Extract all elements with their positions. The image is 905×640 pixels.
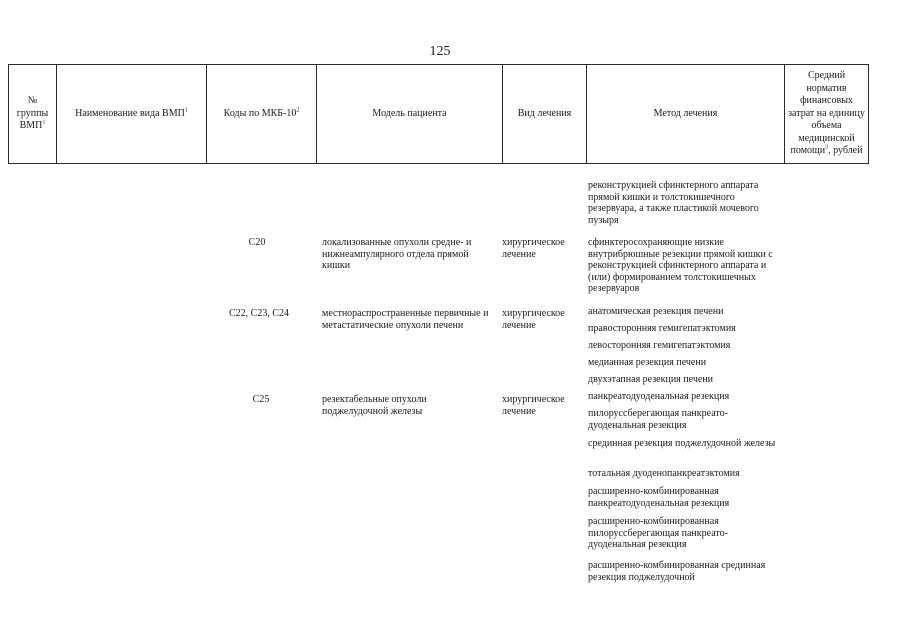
treatment-method-c25-7: расширенно-комбинированная срединная резекция поджелудочной [588,560,766,583]
header-average-cost: Средний норматив финансовых затрат на единицу объема медицинской помощи$^3$, рублей [785,65,869,164]
treatment-type-c25: хирургическое лечение [502,394,565,417]
treatment-type-c20: хирургическое лечение [502,237,565,260]
treatment-method-c22-c24-1: анатомическая резекция печени [588,306,724,317]
treatment-method-c22-c24-5: двухэтапная резекция печени [588,374,713,385]
header-treatment-type: Вид лечения [503,65,587,164]
treatment-method-c25-6: расширенно-комбинированная пилоруссберегающая панкреато-дуоденальная резекция [588,516,728,550]
header-group-number: № группы ВМП$^1$ [9,65,57,164]
icd-code-c25: C25 [252,394,270,405]
treatment-type-c22-c24: хирургическое лечение [502,308,565,331]
patient-model-c22-c24: местнораспространенные первичные и метастатические опухоли печени [322,308,489,331]
treatment-method-c25-2: пилоруссберегающая панкреато-дуоденальная резекция [588,408,728,431]
header-patient-model: Модель пациента [317,65,503,164]
icd-code-c20: C20 [248,237,266,248]
treatment-method-c20: сфинктеросохраняющие низкие внутрибрюшные резекции прямой кишки с реконструкцией сфинктерного аппарата и (или) формированием толстокишечных резервуаров [588,237,773,294]
treatment-method-c22-c24-2: правосторонняя гемигепатэктомия [588,323,736,334]
patient-model-c20: локализованные опухоли средне- и нижнеампулярного отдела прямой кишки [322,237,472,271]
treatment-method-c25-5: расширенно-комбинированная панкреатодуоденальная резекция [588,486,730,509]
treatment-method-c25-1: панкреатодуоденальная резекция [588,391,730,402]
header-icd-codes: Коды по МКБ-$10^2$ [207,65,317,164]
treatment-method-c22-c24-3: левосторонняя гемигепатэктомия [588,340,731,351]
header-treatment-method: Метод лечения [587,65,785,164]
treatment-method-c25-4: тотальная дуоденопанкреатэктомия [588,468,740,479]
header-vmp-name: Наименование вида ВМП$^1$ [57,65,207,164]
treatment-method-c22-c24-4: медианная резекция печени [588,357,707,368]
table-header [8,64,869,164]
method-continuation: реконструкцией сфинктерного аппарата прямой кишки и толстокишечного резервуара, а также пластикой мочевого пузыря [588,180,759,226]
page-number: 125 [429,44,451,59]
icd-code-c22-c24: C22, C23, C24 [228,308,289,319]
treatment-method-c25-3: срединная резекция поджелудочной железы [588,438,776,449]
patient-model-c25: резектабельные опухоли поджелудочной железы [322,394,427,417]
